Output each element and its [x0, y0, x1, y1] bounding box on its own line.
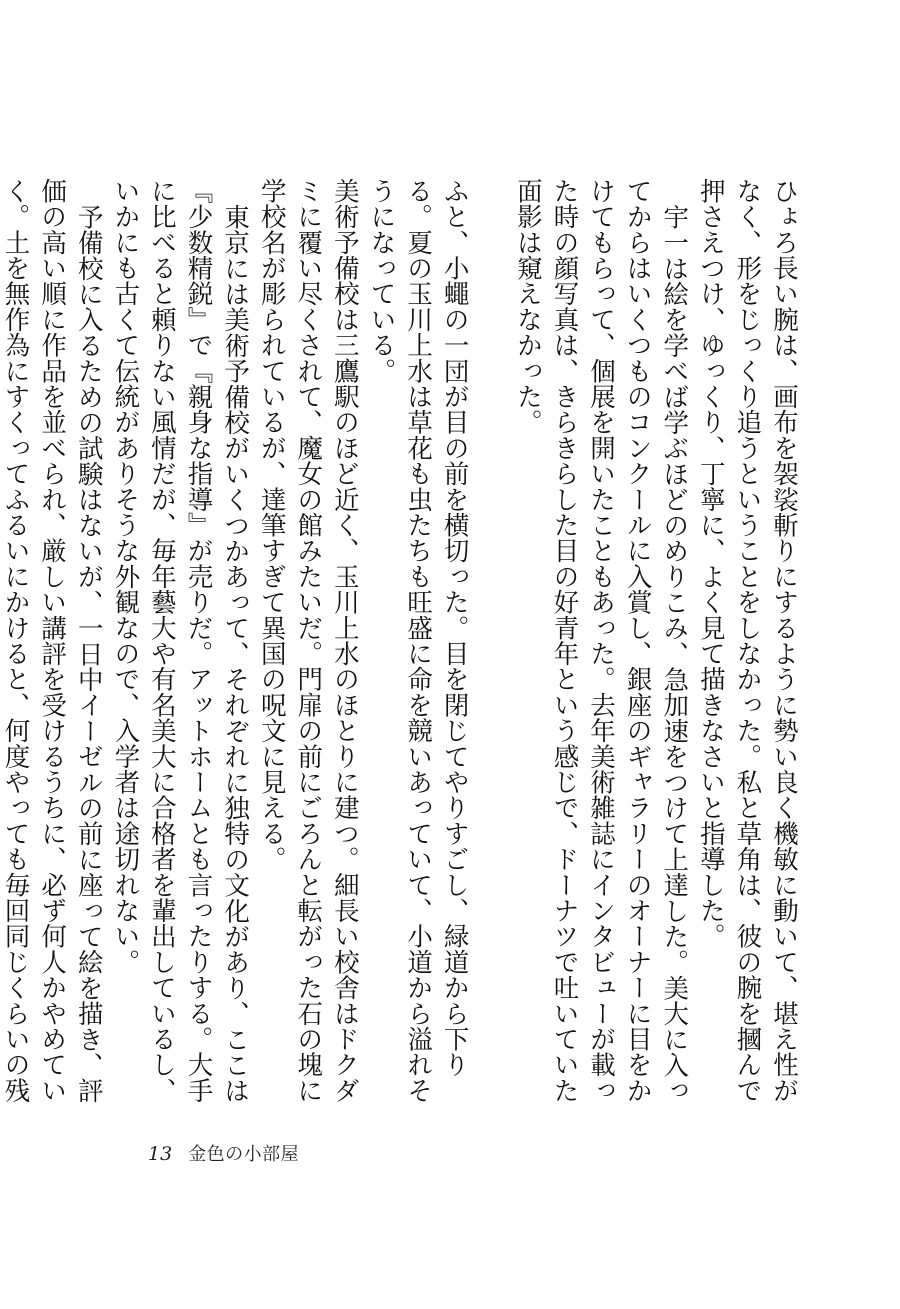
paragraph-1: ひょろ長い腕は、画布を袈裟斬りにするように勢い良く機敏に動いて、堪え性がなく、形をじっくり追うということをしなかった。私と草角は、彼の腕を摑んで押さえつけ、ゆっくり、丁寧に、よく見て描きなさいと指導した。 [695, 178, 799, 1104]
chapter-title: 金色の小部屋 [188, 1144, 300, 1165]
paragraph-4: 美術予備校は三鷹駅のほど近く、玉川上水のほとりに建つ。細長い校舎はドクダミに覆い尽くされて、魔女の館みたいだ。門扉の前にごろんと転がった石の塊に学校名が彫られているが、達筆すぎて異国の呪文に見える。 [256, 178, 360, 1104]
paragraph-6: 予備校に入るための試験はないが、一日中イーゼルの前に座って絵を描き、評価の高い順に作品を並べられ、厳しい講評を受けるうちに、必ず何人かやめていく。土を無作為にすくってふるいにかけると、何度やっても毎回同じくらいの残 [0, 178, 104, 1104]
section-break [473, 178, 510, 1123]
paragraph-5: 東京には美術予備校がいくつかあって、それぞれに独特の文化があり、ここは『少数精鋭』で『親身な指導』が売りだ。アットホームとも言ったりする。大手に比べると頼りない風情だが、毎年藝大や有名美大に合格者を輩出しているし、いかにも古くて伝統がありそうな外観なので、入学者は途切れない。 [110, 178, 251, 1104]
paragraph-2: 宇一は絵を学べば学ぶほどのめりこみ、急加速をつけて上達した。美大に入ってからはいくつものコンクールに入賞し、銀座のギャラリーのオーナーに目をかけてもらって、個展を開いたこともあった。去年美術雑誌にインタビューが載った時の顔写真は、きらきらした目の好青年という感じで、ドーナツで吐いていた面影は窺えなかった。 [512, 178, 690, 1104]
paragraph-3: ふと、小蠅の一団が目の前を横切った。目を閉じてやりすごし、緑道から下りる。夏の玉川上水は草花も虫たちも旺盛に命を競いあっていて、小道から溢れそうになっている。 [366, 178, 470, 1104]
page-number: 13 [148, 1143, 173, 1165]
body-text [0, 178, 802, 1123]
page-footer [148, 1140, 299, 1170]
